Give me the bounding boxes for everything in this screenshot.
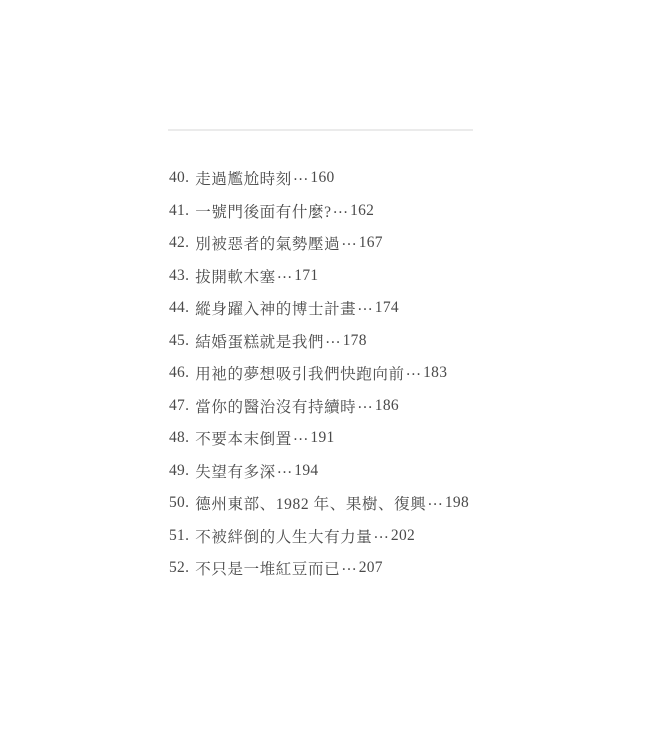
entry-number: 42. bbox=[169, 234, 190, 252]
entry-page-number: 194 bbox=[294, 461, 319, 479]
entry-number: 45. bbox=[169, 331, 190, 349]
entry-number: 50. bbox=[169, 494, 190, 512]
entry-number: 51. bbox=[169, 526, 190, 544]
ellipsis-separator: … bbox=[357, 297, 374, 315]
entry-page-number: 167 bbox=[358, 234, 383, 252]
entry-title: 走過尷尬時刻 bbox=[195, 171, 292, 189]
entry-page-number: 162 bbox=[350, 201, 375, 219]
entry-page-number: 207 bbox=[358, 559, 383, 577]
entry-title: 縱身躍入神的博士計畫 bbox=[195, 301, 357, 319]
toc-entry bbox=[169, 520, 609, 553]
entry-number: 52. bbox=[169, 559, 190, 577]
toc-entry bbox=[169, 162, 609, 195]
entry-title: 不要本末倒置 bbox=[195, 431, 292, 449]
toc-entry bbox=[169, 455, 609, 488]
toc-entry bbox=[169, 195, 609, 228]
toc-entry bbox=[169, 487, 609, 520]
entry-title: 一號門後面有什麼? bbox=[195, 203, 332, 221]
entry-page-number: 174 bbox=[374, 299, 399, 317]
toc-entry bbox=[169, 390, 609, 423]
entry-page-number: 186 bbox=[374, 396, 399, 414]
toc-entry bbox=[169, 422, 609, 455]
entry-number: 41. bbox=[169, 201, 190, 219]
entry-page-number: 191 bbox=[310, 429, 335, 447]
entry-page-number: 198 bbox=[444, 494, 470, 512]
toc-entry bbox=[169, 292, 609, 325]
ellipsis-separator: … bbox=[292, 167, 310, 185]
entry-number: 46. bbox=[169, 364, 190, 382]
ellipsis-separator: … bbox=[292, 427, 310, 445]
entry-title: 當你的醫治沒有持續時 bbox=[195, 398, 357, 416]
ellipsis-separator: … bbox=[427, 492, 444, 510]
entry-page-number: 183 bbox=[423, 364, 448, 382]
entry-number: 47. bbox=[169, 396, 190, 414]
entry-title: 不只是一堆紅豆而已 bbox=[195, 561, 341, 579]
entry-title: 失望有多深 bbox=[195, 463, 276, 481]
ellipsis-separator: … bbox=[332, 199, 350, 217]
entry-number: 44. bbox=[169, 299, 190, 317]
entry-number: 48. bbox=[169, 429, 190, 447]
toc-entry bbox=[169, 227, 609, 260]
ellipsis-separator: … bbox=[276, 459, 294, 477]
ellipsis-separator: … bbox=[341, 557, 358, 575]
entry-page-number: 171 bbox=[294, 266, 319, 284]
toc-entry bbox=[169, 325, 609, 358]
ellipsis-separator: … bbox=[357, 394, 374, 412]
entry-title: 用祂的夢想吸引我們快跑向前 bbox=[195, 366, 405, 384]
toc-entry bbox=[169, 260, 609, 293]
entry-title: 拔開軟木塞 bbox=[195, 268, 276, 286]
entry-page-number: 178 bbox=[342, 331, 367, 349]
entry-page-number: 160 bbox=[310, 169, 335, 187]
ellipsis-separator: … bbox=[276, 264, 294, 282]
toc-list bbox=[169, 162, 609, 585]
section-divider bbox=[168, 129, 473, 131]
toc-entry bbox=[169, 357, 609, 390]
entry-title: 別被惡者的氣勢壓過 bbox=[195, 236, 341, 254]
ellipsis-separator: … bbox=[325, 329, 342, 347]
entry-number: 40. bbox=[169, 169, 190, 187]
ellipsis-separator: … bbox=[405, 362, 423, 380]
entry-page-number: 202 bbox=[390, 526, 416, 544]
entry-number: 43. bbox=[169, 266, 190, 284]
ellipsis-separator: … bbox=[341, 232, 358, 250]
toc-entry bbox=[169, 552, 609, 585]
ellipsis-separator: … bbox=[373, 524, 390, 542]
entry-number: 49. bbox=[169, 461, 190, 479]
entry-title: 德州東部、1982 年、果樹、復興 bbox=[195, 496, 427, 514]
entry-title: 不被絆倒的人生大有力量 bbox=[195, 528, 373, 546]
entry-title: 結婚蛋糕就是我們 bbox=[195, 333, 325, 351]
